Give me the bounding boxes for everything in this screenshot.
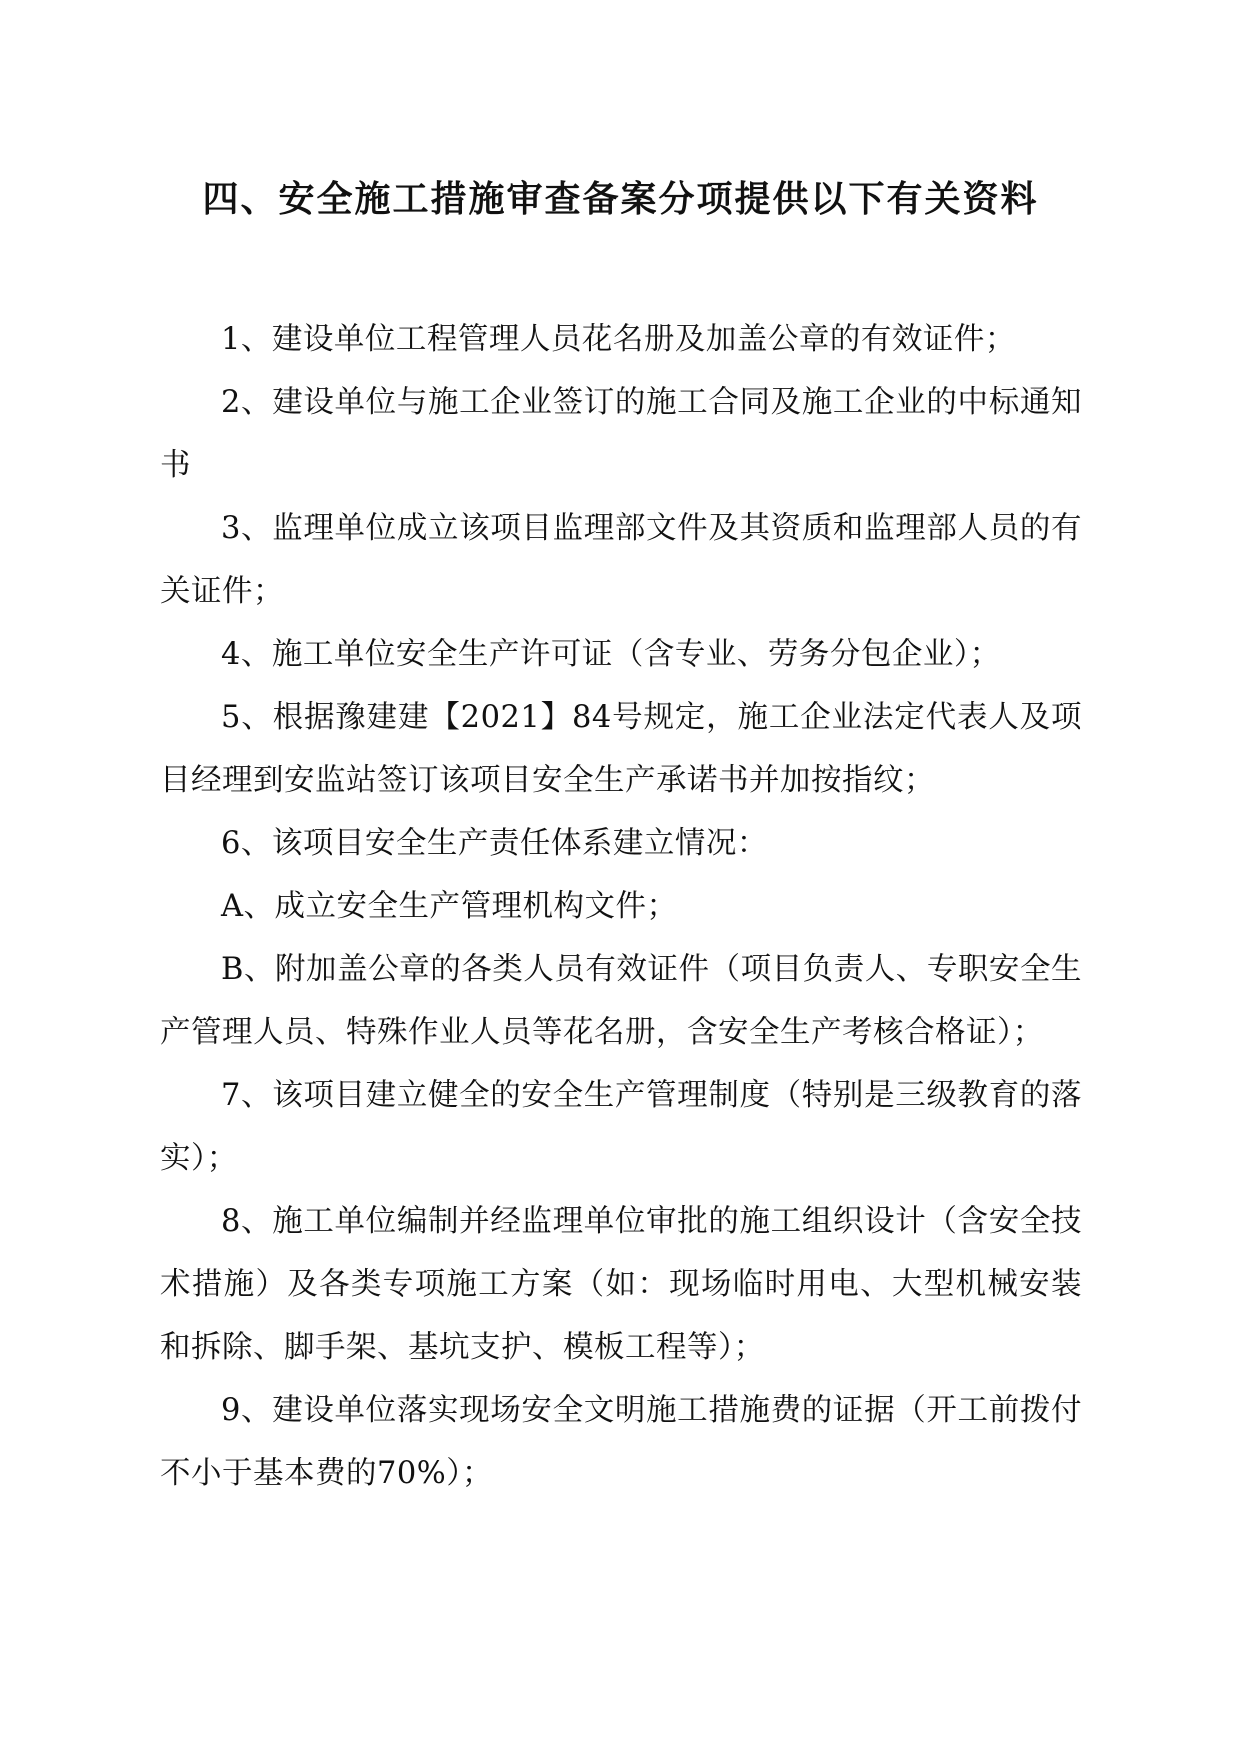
list-item-5: 5、根据豫建建【2021】84号规定，施工企业法定代表人及项目经理到安监站签订该项目安全生产承诺书并加按指纹；	[160, 700, 1082, 798]
list-item-1: 1、建设单位工程管理人员花名册及加盖公章的有效证件；	[221, 322, 1016, 357]
list-item-7: 7、该项目建立健全的安全生产管理制度（特别是三级教育的落实）；	[160, 1078, 1082, 1176]
list-item-4: 4、施工单位安全生产许可证（含专业、劳务分包企业）；	[221, 637, 1001, 672]
list-item-2: 2、建设单位与施工企业签订的施工合同及施工企业的中标通知书	[160, 385, 1082, 483]
list-item-6: 6、该项目安全生产责任体系建立情况：	[221, 826, 768, 861]
list-item-8: 8、施工单位编制并经监理单位审批的施工组织设计（含安全技术措施）及各类专项施工方案（如：现场临时用电、大型机械安装和拆除、脚手架、基坑支护、模板工程等）；	[160, 1204, 1082, 1365]
list-item-6a: A、成立安全生产管理机构文件；	[221, 889, 678, 924]
document-body	[160, 308, 1082, 1505]
list-item-6b: B、附加盖公章的各类人员有效证件（项目负责人、专职安全生产管理人员、特殊作业人员等花名册，含安全生产考核合格证）；	[160, 952, 1082, 1050]
list-item-9: 9、建设单位落实现场安全文明施工措施费的证据（开工前拨付不小于基本费的70%）；	[160, 1393, 1082, 1491]
list-item-3: 3、监理单位成立该项目监理部文件及其资质和监理部人员的有关证件；	[160, 511, 1082, 609]
page-title: 四、安全施工措施审查备案分项提供以下有关资料	[202, 179, 1039, 220]
